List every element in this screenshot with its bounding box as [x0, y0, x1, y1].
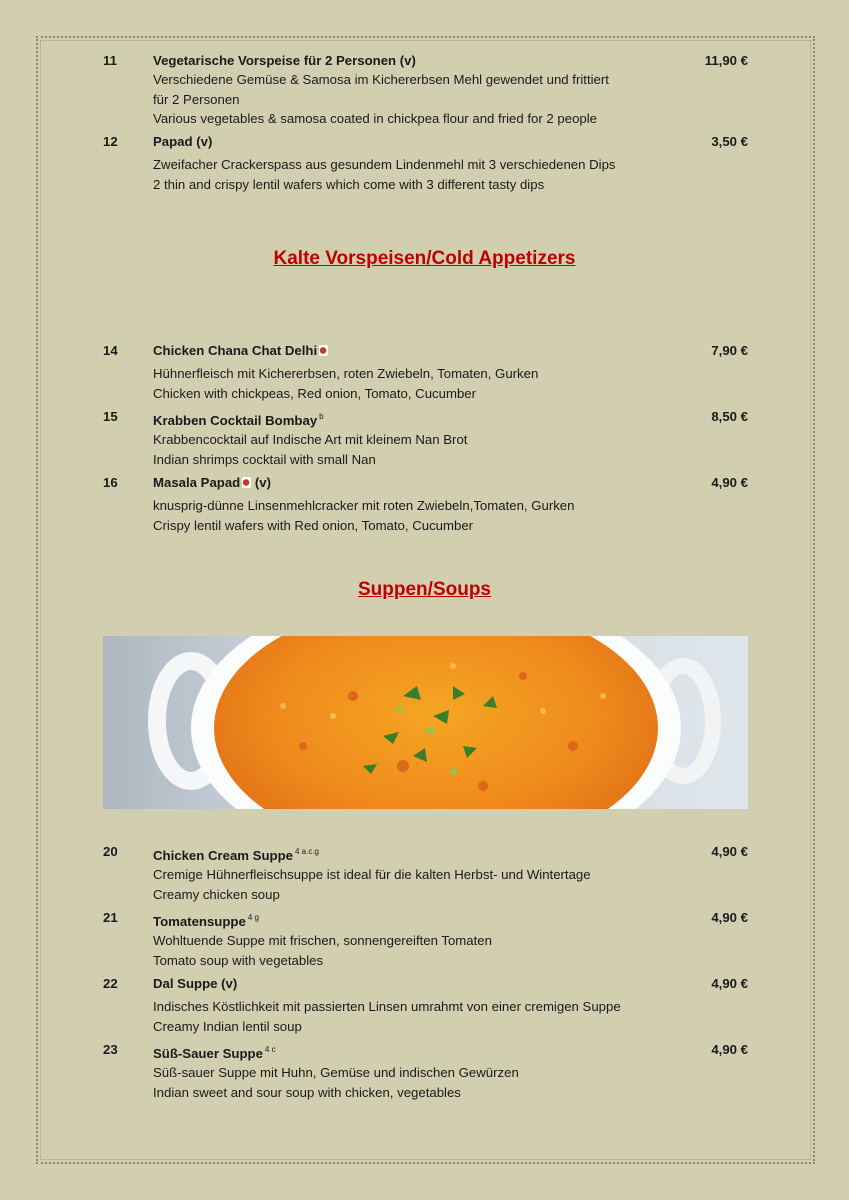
- section-heading-soups: Suppen/Soups: [358, 579, 491, 600]
- desc-line: Süß-sauer Suppe mit Huhn, Gemüse und indischen Gewürzen: [153, 1065, 519, 1080]
- item-description: [153, 865, 713, 904]
- desc-line: Creamy Indian lentil soup: [153, 1018, 302, 1034]
- desc-line: Various vegetables & samosa coated in chickpea flour and fried for 2 people: [153, 111, 598, 126]
- item-name-suffix: (v): [251, 475, 272, 490]
- desc-line: 2 thin and crispy lentil wafers which come with 3 different tasty dips: [153, 176, 545, 192]
- item-name: Dal Suppe (v): [153, 976, 238, 991]
- item-name-text: Masala Papad: [153, 475, 241, 490]
- item-number: 20: [103, 844, 118, 859]
- item-price: 3,50 €: [711, 134, 748, 149]
- item-name: [153, 842, 319, 866]
- item-number: 21: [103, 910, 118, 925]
- item-number: 11: [103, 53, 117, 68]
- item-name-text: Tomatensuppe: [153, 914, 246, 929]
- item-description: [153, 496, 713, 535]
- desc-line: Wohltuende Suppe mit frischen, sonnengereiften Tomaten: [153, 933, 492, 948]
- soup-photo: [103, 636, 748, 809]
- item-price: 4,90 €: [711, 844, 748, 859]
- desc-line: Cremige Hühnerfleischsuppe ist ideal für die kalten Herbst- und Wintertage: [153, 867, 591, 882]
- item-price: 8,50 €: [711, 409, 748, 424]
- desc-line: Creamy chicken soup: [153, 886, 280, 902]
- item-price: 4,90 €: [711, 1042, 748, 1057]
- item-name: [153, 473, 271, 493]
- item-price: 4,90 €: [711, 910, 748, 925]
- allergen-code: 4 c: [264, 1045, 276, 1054]
- item-number: 15: [103, 409, 118, 424]
- item-name-text: Krabben Cocktail Bombay: [153, 413, 318, 428]
- desc-line: Verschiedene Gemüse & Samosa im Kichererbsen Mehl gewendet und frittiert: [153, 72, 609, 87]
- desc-line: Krabbencocktail auf Indische Art mit kleinem Nan Brot: [153, 432, 468, 447]
- item-name: Vegetarische Vorspeise für 2 Personen (v): [153, 53, 416, 68]
- soup-bowl-illustration: [103, 636, 748, 809]
- item-name: [153, 341, 328, 361]
- allergen-code: 4 a.c.g: [294, 847, 319, 856]
- item-number: 14: [103, 343, 118, 358]
- item-name: Papad (v): [153, 134, 213, 149]
- item-name: [153, 407, 324, 431]
- item-price: 4,90 €: [711, 475, 748, 490]
- item-number: 22: [103, 976, 118, 991]
- item-description: [153, 70, 713, 129]
- spicy-icon: [242, 477, 251, 488]
- desc-line: Indisches Köstlichkeit mit passierten Linsen umrahmt von einer cremigen Suppe: [153, 999, 621, 1014]
- allergen-code: b: [319, 412, 324, 421]
- item-description: [153, 931, 713, 970]
- item-name-text: Chicken Cream Suppe: [153, 848, 293, 863]
- desc-line: Hühnerfleisch mit Kichererbsen, roten Zwiebeln, Tomaten, Gurken: [153, 366, 539, 381]
- desc-line: Crispy lentil wafers with Red onion, Tomato, Cucumber: [153, 517, 474, 533]
- item-number: 12: [103, 134, 118, 149]
- item-description: [153, 997, 713, 1036]
- item-price: 11,90 €: [704, 53, 748, 68]
- item-number: 16: [103, 475, 118, 490]
- item-name-text: Chicken Chana Chat Delhi: [153, 343, 318, 358]
- allergen-code: 4 g: [247, 913, 259, 922]
- desc-line: Chicken with chickpeas, Red onion, Tomato, Cucumber: [153, 385, 477, 401]
- item-description: [153, 364, 713, 403]
- item-description: [153, 1063, 713, 1102]
- desc-line: knusprig-dünne Linsenmehlcracker mit roten Zwiebeln,Tomaten, Gurken: [153, 498, 575, 513]
- desc-line: für 2 Personen: [153, 91, 240, 107]
- desc-line: Indian shrimps cocktail with small Nan: [153, 451, 376, 467]
- item-number: 23: [103, 1042, 118, 1057]
- item-name-text: Süß-Sauer Suppe: [153, 1046, 263, 1061]
- item-description: [153, 155, 713, 194]
- section-heading-cold-appetizers: Kalte Vorspeisen/Cold Appetizers: [273, 248, 576, 269]
- item-price: 4,90 €: [711, 976, 748, 991]
- item-name: [153, 908, 259, 932]
- desc-line: Zweifacher Crackerspass aus gesundem Lindenmehl mit 3 verschiedenen Dips: [153, 157, 616, 172]
- desc-line: Tomato soup with vegetables: [153, 952, 324, 968]
- spicy-icon: [319, 345, 328, 356]
- desc-line: Indian sweet and sour soup with chicken, vegetables: [153, 1084, 461, 1100]
- item-price: 7,90 €: [711, 343, 748, 358]
- item-name: [153, 1040, 276, 1064]
- item-description: [153, 430, 713, 469]
